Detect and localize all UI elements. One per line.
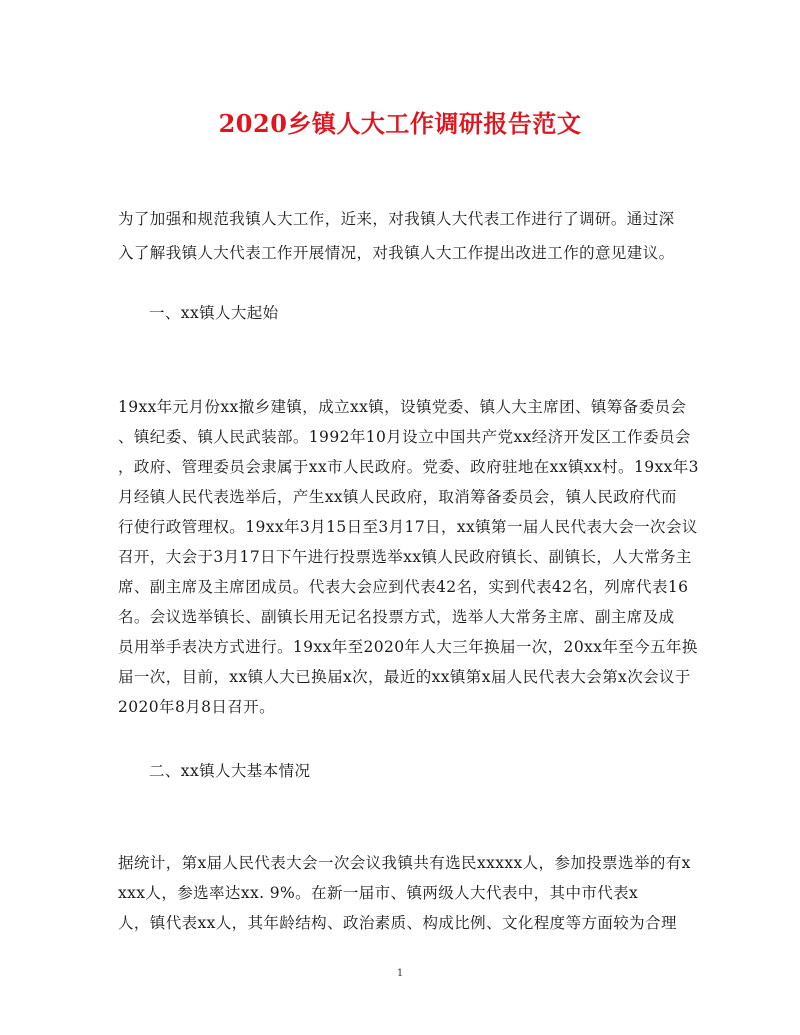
document-title: 2020乡镇人大工作调研报告范文 bbox=[218, 109, 582, 138]
paragraph-line: 月经镇人民代表选举后，产生xx镇人民政府，取消筹备委员会，镇人民政府代而 bbox=[118, 488, 677, 506]
paragraph-line: ，政府、管理委员会隶属于xx市人民政府。党委、政府驻地在xx镇xx村。19xx年3 bbox=[118, 458, 699, 476]
page-number: 1 bbox=[396, 968, 404, 979]
intro-line: 入了解我镇人大代表工作开展情况，对我镇人大工作提出改进工作的意见建议。 bbox=[118, 244, 675, 262]
paragraph-line: 名。会议选举镇长、副镇长用无记名投票方式，选举人大常务主席、副主席及成 bbox=[118, 608, 675, 626]
paragraph-line: 员用举手表决方式进行。19xx年至2020年人大三年换届一次，20xx年至今五年换 bbox=[118, 638, 698, 656]
section-heading: 一、xx镇人大起始 bbox=[149, 304, 279, 322]
paragraph-line: 2020年8月8日召开。 bbox=[118, 698, 275, 716]
paragraph-line: 19xx年元月份xx撤乡建镇，成立xx镇，设镇党委、镇人大主席团、镇筹备委员会 bbox=[118, 398, 687, 416]
paragraph-line: 席、副主席及主席团成员。代表大会应到代表42名，实到代表42名，列席代表16 bbox=[118, 578, 689, 596]
paragraph-line: xxx人，参选率达xx. 9%。在新一届市、镇两级人大代表中，其中市代表x bbox=[118, 884, 639, 902]
intro-line: 为了加强和规范我镇人大工作，近来，对我镇人大代表工作进行了调研。通过深 bbox=[118, 210, 675, 228]
paragraph-line: 届一次，目前，xx镇人大已换届x次，最近的xx镇第x届人民代表大会第x次会议于 bbox=[118, 668, 691, 686]
section-heading: 二、xx镇人大基本情况 bbox=[149, 762, 311, 780]
paragraph-line: 、镇纪委、镇人民武装部。1992年10月设立中国共产党xx经济开发区工作委员会 bbox=[118, 428, 691, 446]
paragraph-line: 召开，大会于3月17日下午进行投票选举xx镇人民政府镇长、副镇长，人大常务主 bbox=[118, 548, 692, 566]
paragraph-line: 据统计，第x届人民代表大会一次会议我镇共有选民xxxxx人，参加投票选举的有x bbox=[118, 854, 691, 872]
paragraph-line: 行使行政管理权。19xx年3月15日至3月17日，xx镇第一届人民代表大会一次会议 bbox=[118, 518, 698, 536]
paragraph-line: 人，镇代表xx人，其年龄结构、政治素质、构成比例、文化程度等方面较为合理 bbox=[118, 914, 677, 932]
